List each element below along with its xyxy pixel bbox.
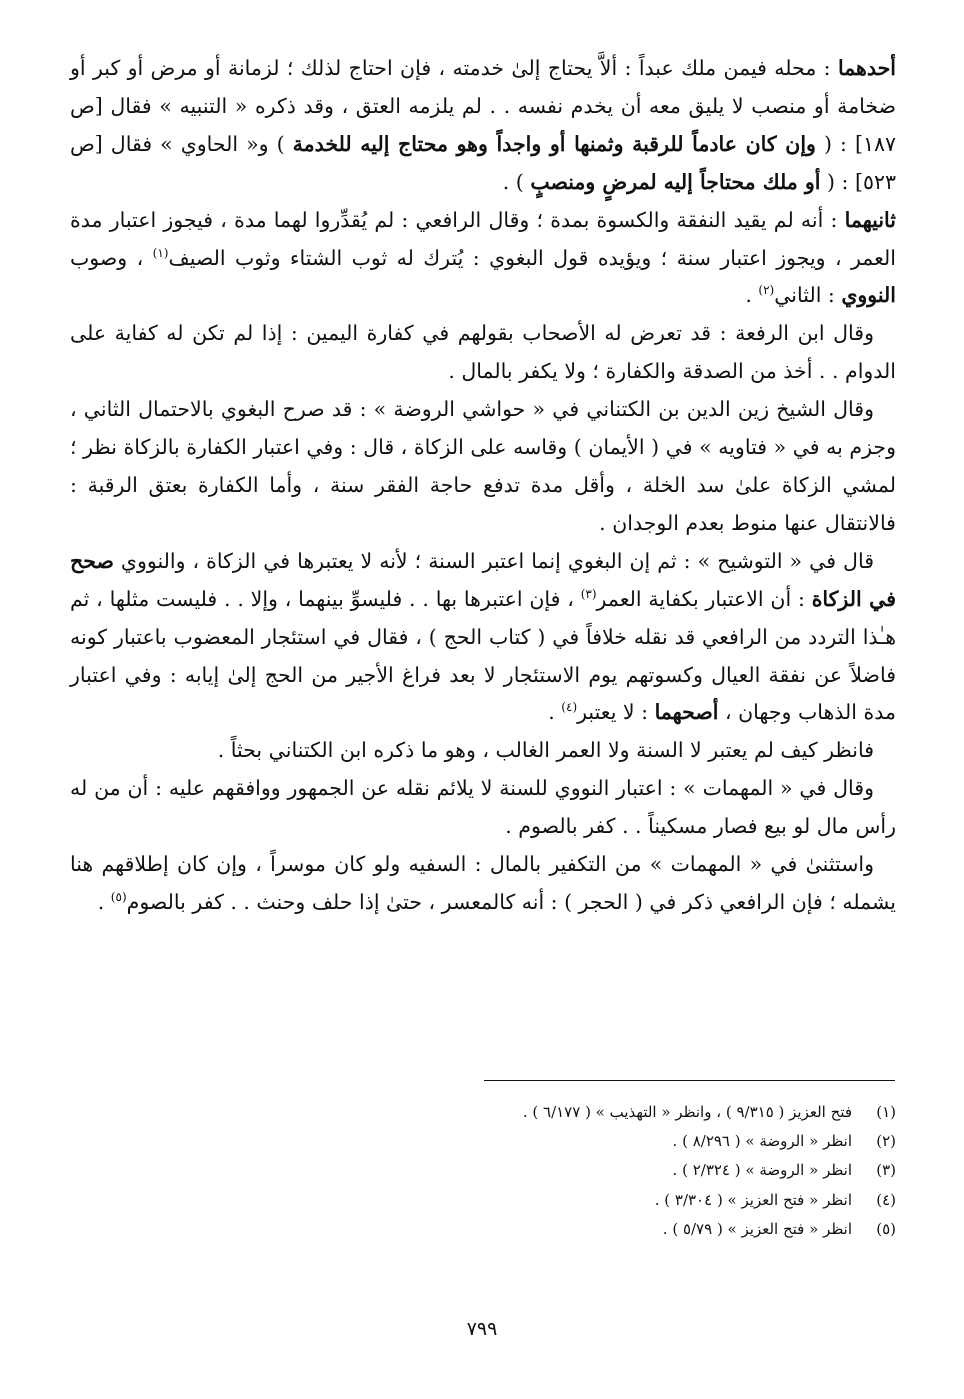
- bold-phrase: أحدهما: [837, 56, 896, 80]
- bold-phrase: أو ملك محتاجاً إليه لمرضٍ ومنصبٍ: [530, 169, 821, 194]
- footnote: [70, 1215, 896, 1244]
- footnote: [70, 1098, 896, 1127]
- footnote-marker: (٣): [580, 586, 597, 601]
- footnote-text: انظر « فتح العزيز » ( ٣/٣٠٤ ) .: [654, 1190, 852, 1209]
- footnote-text: انظر « الروضة » ( ٢/٣٢٤ ) .: [672, 1161, 852, 1180]
- paragraph: وقال الشيخ زين الدين بن الكتناني في « حواشي الروضة » : قد صرح البغوي بالاحتمال الثاني ، وجزم به في « فتاويه » في ( الأيمان ) وقاسه على الزكاة ، قال : وفي اعتبار الكفارة بالزكاة نظر ؛ لمشي الزكاة علىٰ سد الخلة ، وأقل مدة تدفع حاجة الفقر سنة ، وأما الكفارة بعتق الرقبة : فالانتقال عنها منوط بعدم الوجدان .: [70, 397, 896, 535]
- footnote-number: (٥): [876, 1219, 896, 1238]
- footnote: [70, 1186, 896, 1215]
- bold-phrase: النووي: [841, 283, 896, 308]
- bold-phrase: صحح في الزكاة: [70, 548, 896, 611]
- footnote-marker: (١): [152, 245, 169, 260]
- bold-phrase: أصحهما: [654, 700, 719, 725]
- paragraph: قال في « التوشيح » : ثم إن البغوي إنما اعتبر السنة ؛ لأنه لا يعتبرها في الزكاة ، والنووي صحح في الزكاة : أن الاعتبار بكفاية العمر$^{(٣)}$ ، فإن اعتبرها بها . . فليسوِّ بينهما ، وإلا . . فليست مثلها ، ثم هـٰذا التردد من الرافعي قد نقله خلافاً في ( كتاب الحج ) ، فقال في استئجار المعضوب باعتبار كونه فاضلاً عن نفقة العيال وكسوتهم يوم الاستئجار لا بعد فراغ الأجير من الحج إلىٰ إيابه : وفي اعتبار مدة الذهاب وجهان ، أصحهما : لا يعتبر$^{(٤)}$ .: [70, 548, 896, 725]
- paragraph: وقال في « المهمات » : اعتبار النووي للسنة لا يلائم نقله عن الجمهور ووافقهم عليه : أن من له رأس مال لو بيع فصار مسكيناً . . كفر بالصوم .: [70, 776, 896, 839]
- bold-phrase: ثانيهما: [844, 207, 896, 232]
- page-number: ٧٩٩: [466, 1318, 498, 1340]
- bold-phrase: وإن كان عادماً للرقبة وثمنها أو واجداً وهو محتاج إليه للخدمة: [292, 131, 816, 156]
- footnote-number: (٤): [876, 1190, 896, 1209]
- footnote: [70, 1156, 896, 1185]
- footnote-marker: (٢): [758, 283, 775, 298]
- footnote-divider: [484, 1080, 895, 1081]
- paragraph: وقال ابن الرفعة : قد تعرض له الأصحاب بقولهم في كفارة اليمين : إذا لم تكن له كفاية على الدوام . . أخذ من الصدقة والكفارة ؛ ولا يكفر بالمال .: [70, 321, 896, 384]
- footnote-marker: (٥): [110, 890, 127, 905]
- footnotes: [70, 1098, 896, 1244]
- paragraph: واستثنىٰ في « المهمات » من التكفير بالمال : السفيه ولو كان موسراً ، وإن كان إطلاقهم هنا يشمله ؛ فإن الرافعي ذكر في ( الحجر ) : أنه كالمعسر ، حتىٰ إذا حلف وحنث . . كفر بالصوم$^{(٥)}$ .: [70, 852, 896, 914]
- footnote-text: فتح العزيز ( ٩/٣١٥ ) ، وانظر « التهذيب » ( ٦/١٧٧ ) .: [522, 1103, 852, 1121]
- footnote-number: (٢): [876, 1132, 896, 1151]
- paragraph: فانظر كيف لم يعتبر لا السنة ولا العمر الغالب ، وهو ما ذكره ابن الكتناني بحثاً .: [217, 738, 874, 763]
- footnote-text: انظر « الروضة » ( ٨/٢٩٦ ) .: [672, 1132, 852, 1151]
- footnote-text: انظر « فتح العزيز » ( ٥/٧٩ ) .: [662, 1219, 852, 1238]
- main-text: [70, 50, 896, 922]
- footnote: [70, 1127, 896, 1156]
- paragraph: ثانيهما : أنه لم يقيد النفقة والكسوة بمدة ؛ وقال الرافعي : لم يُقدِّروا لهما مدة ، فيجوز اعتبار مدة العمر ، ويجوز اعتبار سنة ؛ ويؤيده قول البغوي : يُترك له ثوب الشتاء وثوب الصيف$^{(١)}$ ، وصوب النووي : الثاني$^{(٢)}$ .: [70, 207, 896, 308]
- footnote-number: (١): [876, 1103, 896, 1121]
- paragraph: أحدهما : محله فيمن ملك عبداً : ألاَّ يحتاج إلىٰ خدمته ، فإن احتاج لذلك ؛ لزمانة أو مرض أو كبر أو ضخامة أو منصب لا يليق معه أن يخدم نفسه . . لم يلزمه العتق ، وقد ذكره « التنبيه » فقال [ص ١٨٧] : ( وإن كان عادماً للرقبة وثمنها أو واجداً وهو محتاج إليه للخدمة ) و« الحاوي » فقال [ص ٥٢٣] : ( أو ملك محتاجاً إليه لمرضٍ ومنصبٍ ) .: [70, 56, 896, 194]
- footnote-number: (٣): [876, 1161, 896, 1180]
- footnote-marker: (٤): [561, 700, 578, 715]
